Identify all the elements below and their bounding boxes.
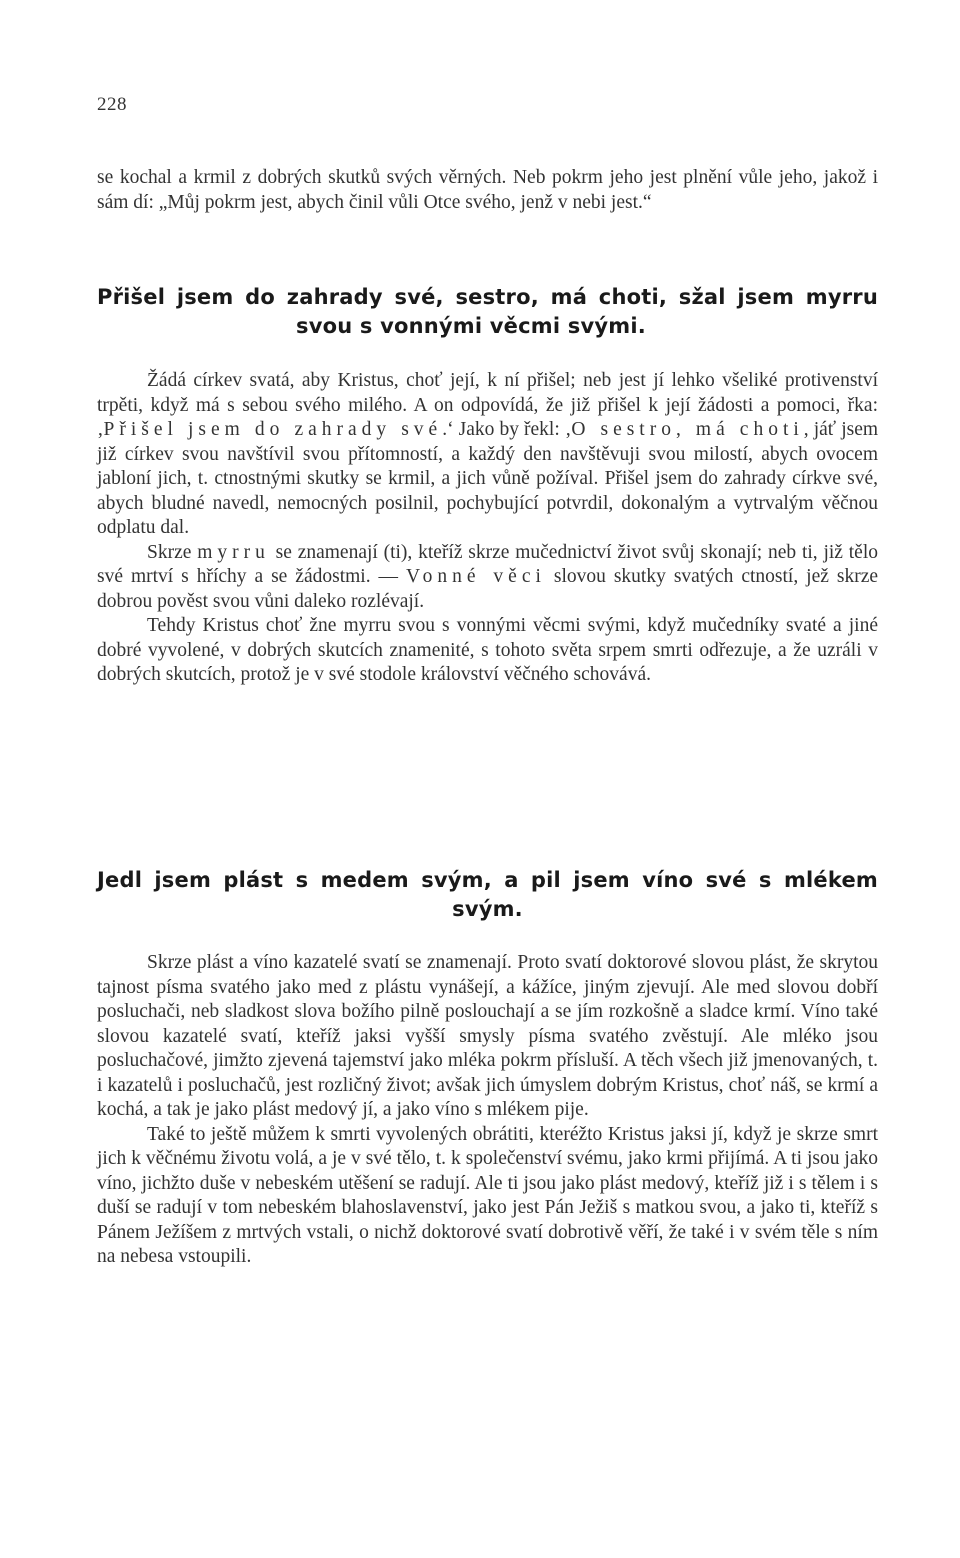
spaced-term: Vonné věci xyxy=(406,566,546,587)
text-run: se znamenají (ti), kteříž skrze mučednictví život svůj skonají; neb ti, již tělo své mrtví s hříchy a se žádostmi. — xyxy=(97,541,878,587)
heading-line: svou s vonnými věcmi svými. xyxy=(296,314,646,338)
spaced-quote: O sestro, má choti xyxy=(571,419,804,440)
paragraph: se kochal a krmil z dobrých skutků svých věrných. Neb pokrm jeho jest plnění vůle jeho, jakož i sám dí: „Můj pokrm jest, abych činil vůli Otce svého, jenž v nebi jest.“ xyxy=(97,167,878,213)
page-number: 228 xyxy=(97,94,127,115)
spaced-quote: Přišel jsem do zahrady své xyxy=(103,419,443,440)
paragraph: Skrze plást a víno kazatelé svatí se znamenají. Proto svatí doktorové slovou plást, že skrytou tajnost písma svatého jako med z plástu vynášejí, a kážíce, jiným zjevují. Ale med slovou dobří posluchači, neb sladkost slova božího pilně poslouchají a se jím rozkošně a sladce krmí. Víno také slovou kazatelé svatí, kteříž jaksi vyšší smysly písma svatého zvěstují. Ale mléko jsou posluchačové, jimžto zjevená tajemství jako mléka pokrm přísluší. A těch všech již jmenovaných, t. i kazatelů i posluchačů, jest rozličný život; avšak jich úmyslem dobrým Kristus, choť náš, se krmí a kochá, a tak je jako plást medový jí, a jako víno s mlékem pije. xyxy=(97,952,878,1120)
text-run: .‘ Jako by řekl: ‚ xyxy=(442,419,572,440)
text-run: , jáť jsem již církev svou navštívil svou přítomností, a každý den navštěvuji svou milostí, abych ovocem jabloní jich, t. ctnostnými skutky se krmil, a jich vůně požíval. Přišel jsem do zahrady církve své, abych bludné navedl, nemocných posilnil, pochybující potvrdil, dokonalým a vytrvalým věčnou odplatu dal. xyxy=(97,419,879,538)
paragraph xyxy=(97,369,878,541)
text-block-commentary xyxy=(97,951,878,1270)
heading-line: svým. xyxy=(452,897,523,921)
heading-line: Jedl jsem plást s medem svým, a pil jsem víno své s mlékem xyxy=(97,868,878,892)
text-run: slovou skutky svatých ctností, jež skrze dobrou pověst svou vůni daleko rozlévají. xyxy=(97,566,878,612)
text-block-commentary xyxy=(97,369,878,688)
paragraph xyxy=(97,541,878,615)
section-heading xyxy=(97,283,878,341)
text-run: Skrze xyxy=(147,541,198,563)
section-heading xyxy=(97,866,878,924)
spaced-term: myrru xyxy=(197,541,270,563)
heading-line: Přišel jsem do zahrady své, sestro, má choti, sžal jsem myrru xyxy=(97,285,878,309)
paragraph: Také to ještě můžem k smrti vyvolených obrátiti, kteréžto Kristus jaksi jí, když je skrze smrt jich k věčnému životu volá, a je v své tělo, t. k společenství svému, jako krmi přijímá. A ti jsou jako víno, jichžto duše v nebeském utěšení se radují. Ale ti jsou jako plást medový, kteříž již i s tělem i s duší se radují v tom nebeském blahoslavenství, jako jest Pán Ježiš s matkou svou, a jako ti, kteříž s Pánem Ježíšem z mrtvých vstali, o nichž doktorové svatí dobrotivě věří, že také i v svém těle s ním na nebesa vstoupili. xyxy=(97,1123,878,1267)
text-run: Žádá církev svatá, aby Kristus, choť její, k ní přišel; neb jest jí lehko všeliké protivenství trpěti, když má s sebou svého milého. A on odpovídá, že již přišel k její žádosti a pomoci, řka: ‚ xyxy=(97,370,878,440)
text-block-intro xyxy=(97,166,878,215)
paragraph: Tehdy Kristus choť žne myrru svou s vonnými věcmi svými, když mučedníky svaté a jiné dobré vyvolené, v dobrých skutcích znamenité, s tohoto světa srpem smrti odřezuje, a že uzráli v dobrých skutcích, protož je v své stodole království věčného schovává. xyxy=(97,615,878,685)
